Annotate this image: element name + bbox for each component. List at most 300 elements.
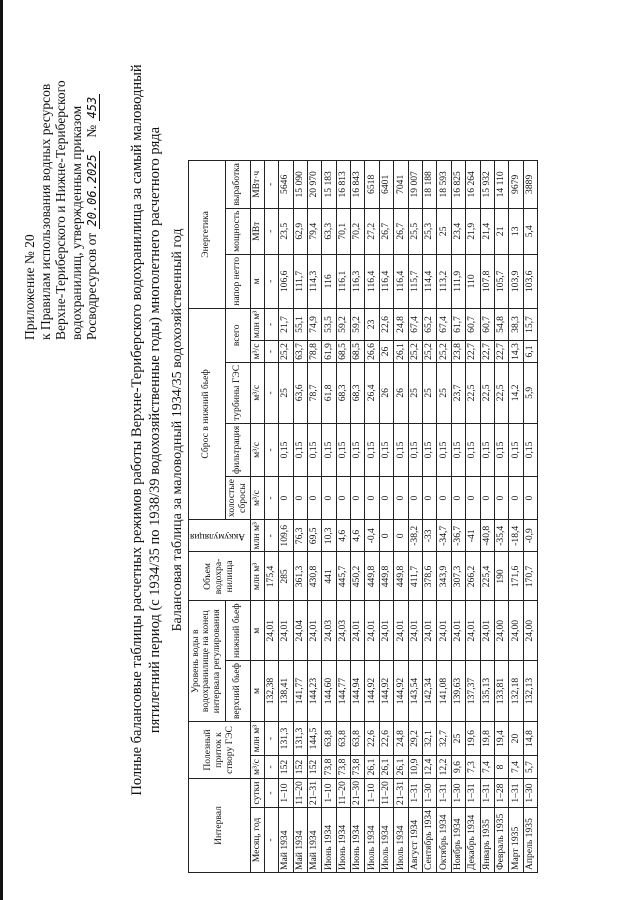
table-cell: 1–30 bbox=[523, 778, 537, 807]
table-cell: 23,7 bbox=[451, 362, 465, 423]
table-cell: 25,5 bbox=[408, 208, 422, 254]
table-cell: 0,15 bbox=[307, 423, 321, 476]
table-cell: 116 bbox=[322, 254, 336, 308]
table-cell: 16 264 bbox=[466, 161, 480, 209]
table-cell: 24,00 bbox=[523, 601, 537, 661]
table-cell: 23,5 bbox=[279, 208, 293, 254]
appendix-text: водохранилищ, утвержденным приказом bbox=[68, 105, 84, 340]
table-cell: 7,3 bbox=[466, 756, 480, 779]
table-cell: 6401 bbox=[379, 161, 393, 209]
table-cell: 59,2 bbox=[336, 308, 350, 340]
unit-cell: млн м³ bbox=[250, 721, 264, 755]
table-cell: 79,4 bbox=[307, 208, 321, 254]
table-cell: - bbox=[264, 254, 278, 308]
table-cell: 103,9 bbox=[509, 254, 523, 308]
table-cell: 70,2 bbox=[351, 208, 365, 254]
table-cell: 5,7 bbox=[523, 756, 537, 779]
table-cell: 411,7 bbox=[408, 552, 422, 601]
table-cell: - bbox=[264, 208, 278, 254]
table-cell: 144,5 bbox=[307, 721, 321, 755]
unit-cell: МВт bbox=[250, 208, 264, 254]
table-cell: 78,7 bbox=[307, 362, 321, 423]
table-cell: - bbox=[264, 778, 278, 807]
table-cell: 24,01 bbox=[264, 601, 278, 661]
order-date: 20.06.2025 bbox=[85, 151, 100, 229]
header-level: Уровень воды в водохранилище на конец интервала регулирования bbox=[189, 601, 226, 722]
table-cell: 5646 bbox=[279, 161, 293, 209]
table-cell: 10,3 bbox=[322, 520, 336, 552]
table-row bbox=[423, 161, 437, 873]
table-cell: 0,15 bbox=[379, 423, 393, 476]
table-cell: 24,01 bbox=[437, 601, 451, 661]
table-cell: 430,8 bbox=[307, 552, 321, 601]
table-cell: 449,8 bbox=[394, 552, 408, 601]
table-cell: 7041 bbox=[394, 161, 408, 209]
table-cell: 21,4 bbox=[480, 208, 494, 254]
table-cell: 105,7 bbox=[494, 254, 508, 308]
table-cell: 26,4 bbox=[365, 362, 379, 423]
unit-cell: м³/с bbox=[250, 341, 264, 363]
table-cell: 24,01 bbox=[379, 601, 393, 661]
table-cell: 24,03 bbox=[322, 601, 336, 661]
table-cell: 116,1 bbox=[336, 254, 350, 308]
table-cell: 0 bbox=[394, 520, 408, 552]
table-cell: -38,2 bbox=[408, 520, 422, 552]
table-cell: 449,8 bbox=[379, 552, 393, 601]
table-cell: 78,8 bbox=[307, 341, 321, 363]
table-cell: 144,92 bbox=[379, 661, 393, 722]
table-cell: 67,4 bbox=[408, 308, 422, 340]
table-cell: 25 bbox=[437, 362, 451, 423]
table-cell: 6518 bbox=[365, 161, 379, 209]
table-cell: Июнь 1934 bbox=[336, 807, 350, 872]
table-cell: Август 1934 bbox=[408, 807, 422, 872]
table-cell: 170,7 bbox=[523, 552, 537, 601]
table-cell: 0,15 bbox=[437, 423, 451, 476]
header-month-year: Месяц, год bbox=[250, 807, 264, 872]
table-cell: 24,01 bbox=[351, 601, 365, 661]
table-cell: 54,8 bbox=[494, 308, 508, 340]
table-cell: 22,5 bbox=[480, 362, 494, 423]
unit-cell: м bbox=[250, 254, 264, 308]
table-cell: 14,2 bbox=[509, 362, 523, 423]
table-cell: 22,7 bbox=[494, 341, 508, 363]
table-row-initial bbox=[264, 161, 278, 873]
table-cell: 449,8 bbox=[365, 552, 379, 601]
table-cell: 4,6 bbox=[336, 520, 350, 552]
table-cell: 26,1 bbox=[365, 756, 379, 779]
table-cell: 0,15 bbox=[423, 423, 437, 476]
table-cell: 73,8 bbox=[336, 756, 350, 779]
table-cell: 76,3 bbox=[293, 520, 307, 552]
table-cell: -41 bbox=[466, 520, 480, 552]
table-cell: 26,1 bbox=[394, 341, 408, 363]
table-cell: 0,15 bbox=[408, 423, 422, 476]
header-inflow: Полезный приток к створу ГЭС bbox=[189, 721, 251, 778]
table-row bbox=[408, 161, 422, 873]
table-row bbox=[379, 161, 393, 873]
table-cell: 25,2 bbox=[437, 341, 451, 363]
table-cell: 0 bbox=[379, 477, 393, 520]
table-cell: 26,7 bbox=[394, 208, 408, 254]
table-row bbox=[336, 161, 350, 873]
table-cell: 1–31 bbox=[408, 778, 422, 807]
table-cell: 24,01 bbox=[307, 601, 321, 661]
table-cell: 152 bbox=[307, 756, 321, 779]
table-cell: 22,6 bbox=[365, 721, 379, 755]
table-cell: 0 bbox=[523, 477, 537, 520]
table-cell: 115,7 bbox=[408, 254, 422, 308]
table-cell: 21 bbox=[494, 208, 508, 254]
table-cell: 32,1 bbox=[423, 721, 437, 755]
header-level-lower: нижний бьеф bbox=[225, 601, 250, 661]
table-cell: 24,00 bbox=[509, 601, 523, 661]
header-level-upper: верхний бьеф bbox=[225, 661, 250, 722]
table-cell: 68,3 bbox=[351, 362, 365, 423]
header-net-head: напор нетто bbox=[225, 254, 250, 308]
table-cell: -35,4 bbox=[494, 520, 508, 552]
document-title: Полные балансовые таблицы расчетных режимов работы Верхне-Териберского водохранилища за самый маловодный пятилетний период (с 1934/35 по 1938/39 водохозяйственные годы) многолетнего расчетного ряда bbox=[129, 64, 163, 796]
table-row bbox=[394, 161, 408, 873]
table-cell: 16 825 bbox=[451, 161, 465, 209]
table-cell: 0 bbox=[365, 477, 379, 520]
table-cell: 61,9 bbox=[322, 341, 336, 363]
table-cell: 22,5 bbox=[466, 362, 480, 423]
table-cell: 1–30 bbox=[423, 778, 437, 807]
table-cell: 32,7 bbox=[437, 721, 451, 755]
table-cell: 0 bbox=[494, 477, 508, 520]
header-idle: холостые сбросы bbox=[225, 477, 250, 520]
header-accumulation: Аккумуляция bbox=[189, 520, 251, 552]
table-cell: 70,1 bbox=[336, 208, 350, 254]
table-row bbox=[523, 161, 537, 873]
table-cell: 132,38 bbox=[264, 661, 278, 722]
table-cell: 0,15 bbox=[523, 423, 537, 476]
table-cell: 135,13 bbox=[480, 661, 494, 722]
table-cell: 38,3 bbox=[509, 308, 523, 340]
table-cell: 0,15 bbox=[394, 423, 408, 476]
table-cell: 144,92 bbox=[365, 661, 379, 722]
table-cell: 25 bbox=[408, 362, 422, 423]
table-cell: 138,41 bbox=[279, 661, 293, 722]
table-cell: 106,6 bbox=[279, 254, 293, 308]
table-cell: 11–20 bbox=[336, 778, 350, 807]
table-cell: 19,4 bbox=[494, 721, 508, 755]
table-cell: 21,7 bbox=[279, 308, 293, 340]
table-cell: 12,4 bbox=[423, 756, 437, 779]
table-cell: 21–31 bbox=[394, 778, 408, 807]
table-row bbox=[307, 161, 321, 873]
table-cell: 441 bbox=[322, 552, 336, 601]
table-cell: 23 bbox=[365, 308, 379, 340]
table-cell: 0 bbox=[451, 477, 465, 520]
unit-cell: м³/с bbox=[250, 477, 264, 520]
table-cell: 25,2 bbox=[279, 341, 293, 363]
table-cell: 25 bbox=[423, 362, 437, 423]
table-cell: 116,4 bbox=[394, 254, 408, 308]
table-cell: 74,9 bbox=[307, 308, 321, 340]
table-cell: 26,1 bbox=[379, 756, 393, 779]
table-cell: - bbox=[264, 423, 278, 476]
table-cell: 20 970 bbox=[307, 161, 321, 209]
table-cell: 116,4 bbox=[379, 254, 393, 308]
table-cell: 378,6 bbox=[423, 552, 437, 601]
table-cell: 0 bbox=[408, 477, 422, 520]
table-cell: Ноябрь 1934 bbox=[451, 807, 465, 872]
table-cell: 14,3 bbox=[509, 341, 523, 363]
table-cell: 14 110 bbox=[494, 161, 508, 209]
table-row bbox=[480, 161, 494, 873]
table-cell: - bbox=[264, 308, 278, 340]
table-cell: 59,2 bbox=[351, 308, 365, 340]
table-cell: Февраль 1935 bbox=[494, 807, 508, 872]
table-cell: 0,15 bbox=[509, 423, 523, 476]
table-cell: 0,15 bbox=[494, 423, 508, 476]
table-cell: 343,9 bbox=[437, 552, 451, 601]
table-cell: 26,7 bbox=[379, 208, 393, 254]
header-volume: Объем водохра-нилища bbox=[189, 552, 251, 601]
table-cell: 152 bbox=[293, 756, 307, 779]
table-cell: 24,03 bbox=[336, 601, 350, 661]
table-cell: 141,08 bbox=[437, 661, 451, 722]
table-cell: 22,5 bbox=[494, 362, 508, 423]
unit-cell: м³/с bbox=[250, 362, 264, 423]
table-cell: Май 1934 bbox=[307, 807, 321, 872]
table-cell: 1–30 bbox=[451, 778, 465, 807]
table-cell: 0 bbox=[336, 477, 350, 520]
table-cell: 131,3 bbox=[293, 721, 307, 755]
table-row bbox=[279, 161, 293, 873]
table-cell: 68,5 bbox=[351, 341, 365, 363]
table-cell: 53,5 bbox=[322, 308, 336, 340]
table-cell: -36,7 bbox=[451, 520, 465, 552]
table-row bbox=[365, 161, 379, 873]
unit-cell: м bbox=[250, 661, 264, 722]
table-cell: 14,8 bbox=[523, 721, 537, 755]
table-cell: 26,6 bbox=[365, 341, 379, 363]
table-cell: 450,2 bbox=[351, 552, 365, 601]
table-cell: 1–10 bbox=[365, 778, 379, 807]
table-cell: 18 593 bbox=[437, 161, 451, 209]
table-cell: 107,8 bbox=[480, 254, 494, 308]
table-cell: 65,2 bbox=[423, 308, 437, 340]
table-row bbox=[451, 161, 465, 873]
table-cell: 1–31 bbox=[437, 778, 451, 807]
unit-cell: МВт·ч bbox=[250, 161, 264, 209]
table-cell: 22,7 bbox=[466, 341, 480, 363]
unit-cell: млн м³ bbox=[250, 308, 264, 340]
table-cell: 0 bbox=[322, 477, 336, 520]
table-cell: 110 bbox=[466, 254, 480, 308]
table-cell: 24,01 bbox=[279, 601, 293, 661]
table-cell: 26,1 bbox=[394, 756, 408, 779]
table-cell: 131,3 bbox=[279, 721, 293, 755]
table-row bbox=[466, 161, 480, 873]
table-cell: 111,7 bbox=[293, 254, 307, 308]
table-cell: 3889 bbox=[523, 161, 537, 209]
table-cell: -0,4 bbox=[365, 520, 379, 552]
table-cell: 132,18 bbox=[509, 661, 523, 722]
table-subtitle: Балансовая таблица за маловодный 1934/35 водохозяйственный год bbox=[170, 228, 185, 632]
table-cell: 1–28 bbox=[494, 778, 508, 807]
table-cell: 27,2 bbox=[365, 208, 379, 254]
table-cell: 0,15 bbox=[351, 423, 365, 476]
table-cell: 26 bbox=[379, 362, 393, 423]
table-cell: 55,1 bbox=[293, 308, 307, 340]
table-cell: 24,8 bbox=[394, 721, 408, 755]
table-cell: 266,2 bbox=[466, 552, 480, 601]
table-cell: 0 bbox=[379, 520, 393, 552]
table-cell: Май 1934 bbox=[279, 807, 293, 872]
table-row bbox=[437, 161, 451, 873]
balance-table bbox=[188, 160, 538, 873]
table-row bbox=[494, 161, 508, 873]
table-cell: 24,01 bbox=[451, 601, 465, 661]
table-cell: 19,6 bbox=[466, 721, 480, 755]
table-cell: 5,9 bbox=[523, 362, 537, 423]
table-cell: 13 bbox=[509, 208, 523, 254]
table-cell: 5,4 bbox=[523, 208, 537, 254]
table-cell: 24,01 bbox=[466, 601, 480, 661]
table-cell: -33 bbox=[423, 520, 437, 552]
table-cell: 114,4 bbox=[423, 254, 437, 308]
table-cell: 0 bbox=[509, 477, 523, 520]
header-filtration: фильтрация bbox=[225, 423, 250, 476]
table-cell: 139,63 bbox=[451, 661, 465, 722]
table-cell: 141,77 bbox=[293, 661, 307, 722]
table-row bbox=[351, 161, 365, 873]
table-cell: 132,13 bbox=[523, 661, 537, 722]
table-cell: Июль 1934 bbox=[394, 807, 408, 872]
header-output: выработка bbox=[225, 161, 250, 209]
table-cell: 0,15 bbox=[466, 423, 480, 476]
table-cell: 25 bbox=[451, 721, 465, 755]
table-cell: 1–31 bbox=[509, 778, 523, 807]
table-cell: 109,6 bbox=[279, 520, 293, 552]
table-cell: Март 1935 bbox=[509, 807, 523, 872]
table-cell: 24,01 bbox=[394, 601, 408, 661]
table-cell: 63,7 bbox=[293, 341, 307, 363]
table-cell: 10,9 bbox=[408, 756, 422, 779]
table-cell: - bbox=[264, 477, 278, 520]
table-cell: 60,7 bbox=[480, 308, 494, 340]
table-cell: - bbox=[264, 520, 278, 552]
table-cell: 7,4 bbox=[480, 756, 494, 779]
table-cell: 63,8 bbox=[322, 721, 336, 755]
table-cell: 0 bbox=[351, 477, 365, 520]
table-cell: 0,15 bbox=[279, 423, 293, 476]
unit-cell: млн м³ bbox=[250, 520, 264, 552]
order-number: 453 bbox=[85, 94, 100, 122]
table-cell: 18 188 bbox=[423, 161, 437, 209]
table-cell: 26 bbox=[394, 362, 408, 423]
table-cell: 21–31 bbox=[307, 778, 321, 807]
table-cell: - bbox=[264, 756, 278, 779]
table-cell: Июнь 1934 bbox=[351, 807, 365, 872]
unit-cell: м bbox=[250, 601, 264, 661]
header-interval: Интервал bbox=[189, 778, 251, 872]
header-days: сутки bbox=[250, 778, 264, 807]
table-cell: 1–10 bbox=[322, 778, 336, 807]
header-energy: Энергетика bbox=[189, 161, 226, 309]
table-cell: 0,15 bbox=[336, 423, 350, 476]
table-cell: 29,2 bbox=[408, 721, 422, 755]
table-cell: -40,8 bbox=[480, 520, 494, 552]
table-cell: 144,23 bbox=[307, 661, 321, 722]
table-cell: 8 bbox=[494, 756, 508, 779]
table-cell: - bbox=[264, 341, 278, 363]
table-cell: Июль 1934 bbox=[365, 807, 379, 872]
appendix-number: Приложение № 20 bbox=[22, 234, 37, 340]
table-cell: 4,6 bbox=[351, 520, 365, 552]
header-discharge: Сброс в нижний бьеф bbox=[189, 308, 226, 519]
table-cell: 15 090 bbox=[293, 161, 307, 209]
table-cell: 0,15 bbox=[365, 423, 379, 476]
table-cell: 0,15 bbox=[293, 423, 307, 476]
table-cell: 0 bbox=[480, 477, 494, 520]
table-cell: 0 bbox=[437, 477, 451, 520]
table-cell: 62,9 bbox=[293, 208, 307, 254]
table-cell: 0 bbox=[307, 477, 321, 520]
table-cell: 1–31 bbox=[480, 778, 494, 807]
table-cell: 23,4 bbox=[451, 208, 465, 254]
table-cell: - bbox=[264, 807, 278, 872]
table-cell: - bbox=[264, 362, 278, 423]
table-cell: 61,7 bbox=[451, 308, 465, 340]
table-cell: 26 bbox=[379, 341, 393, 363]
table-body bbox=[264, 161, 537, 873]
table-cell: 111,9 bbox=[451, 254, 465, 308]
table-cell: -34,7 bbox=[437, 520, 451, 552]
table-cell: 7,4 bbox=[509, 756, 523, 779]
unit-cell: м³/с bbox=[250, 423, 264, 476]
table-cell: 68,3 bbox=[336, 362, 350, 423]
table-cell: 113,2 bbox=[437, 254, 451, 308]
table-cell: 116,3 bbox=[351, 254, 365, 308]
table-cell: 11–20 bbox=[379, 778, 393, 807]
table-cell: 19,8 bbox=[480, 721, 494, 755]
table-cell: 24,01 bbox=[423, 601, 437, 661]
table-cell: 11–20 bbox=[293, 778, 307, 807]
table-cell: Апрель 1935 bbox=[523, 807, 537, 872]
table-cell: 22,7 bbox=[480, 341, 494, 363]
table-cell: 190 bbox=[494, 552, 508, 601]
table-cell: 25,2 bbox=[408, 341, 422, 363]
table-row bbox=[509, 161, 523, 873]
table-cell: 114,3 bbox=[307, 254, 321, 308]
table-cell: -18,4 bbox=[509, 520, 523, 552]
table-cell: 63,3 bbox=[322, 208, 336, 254]
table-cell: 445,7 bbox=[336, 552, 350, 601]
table-cell: 24,01 bbox=[480, 601, 494, 661]
table-cell: 144,77 bbox=[336, 661, 350, 722]
table-cell: 16 813 bbox=[336, 161, 350, 209]
header-total: всего bbox=[225, 308, 250, 362]
table-cell: 61,8 bbox=[322, 362, 336, 423]
table-cell: 67,4 bbox=[437, 308, 451, 340]
table-cell: 144,60 bbox=[322, 661, 336, 722]
table-row bbox=[293, 161, 307, 873]
table-cell: 12,2 bbox=[437, 756, 451, 779]
table-cell: 142,34 bbox=[423, 661, 437, 722]
table-cell: 0 bbox=[394, 477, 408, 520]
table-cell: 0,15 bbox=[480, 423, 494, 476]
table-cell: Июль 1934 bbox=[379, 807, 393, 872]
table-cell: 361,3 bbox=[293, 552, 307, 601]
table-cell: 0 bbox=[279, 477, 293, 520]
table-cell: 1–31 bbox=[466, 778, 480, 807]
table-cell: Сентябрь 1934 bbox=[423, 807, 437, 872]
